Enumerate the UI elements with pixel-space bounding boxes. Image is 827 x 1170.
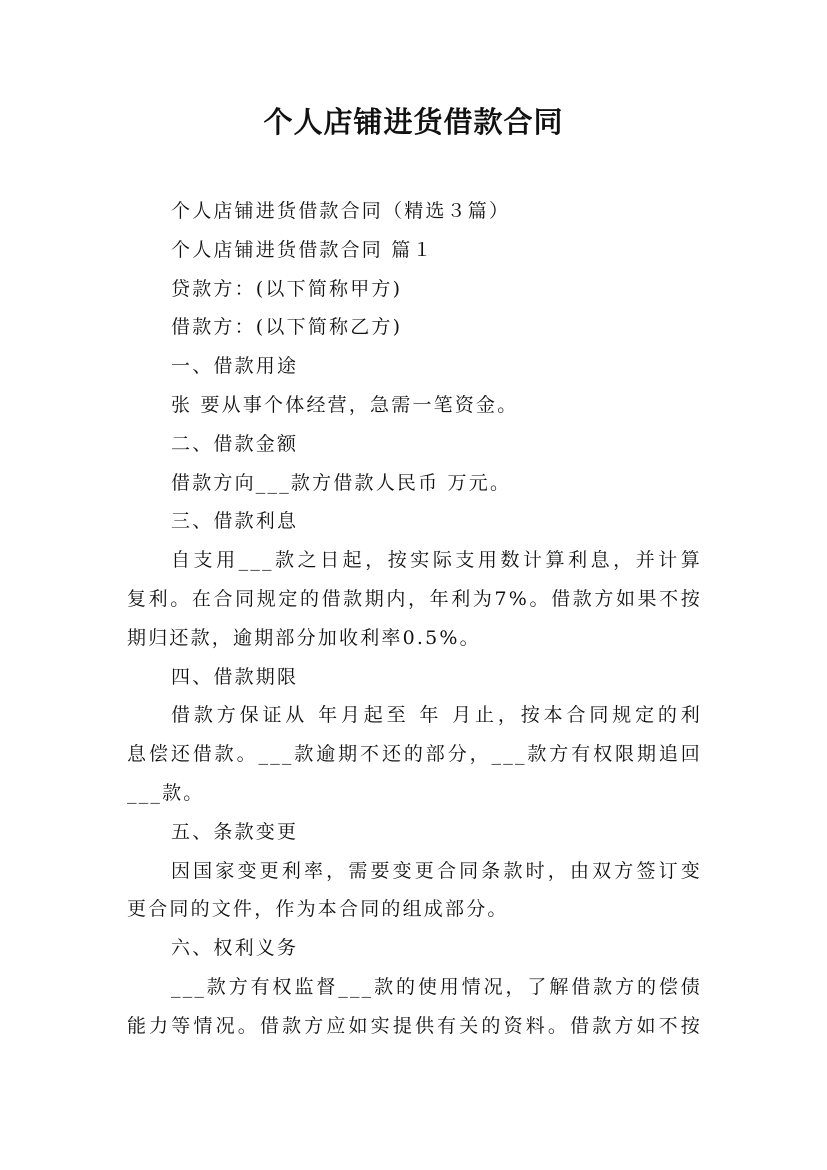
document-line: 五、条款变更 (171, 820, 299, 843)
document-line: 息偿还借款。___款逾期不还的部分，___款方有权限期追回 (127, 743, 702, 766)
document-line: 六、权利义务 (171, 937, 299, 960)
document-line: 能力等情况。借款方应如实提供有关的资料。借款方如不按 (127, 1014, 702, 1037)
document-line: 张 要从事个体经营，急需一笔资金。 (171, 393, 519, 416)
document-title: 个人店铺进货借款合同 (263, 105, 564, 139)
document-line: ___款。 (127, 781, 205, 804)
document-line: 一、借款用途 (171, 355, 299, 378)
document-line: 三、借款利息 (171, 510, 299, 533)
document-body (127, 192, 702, 1046)
document-line: 借款方：(以下简称乙方) (171, 316, 403, 339)
document-line: 四、借款期限 (171, 665, 299, 688)
document-line: ___款方有权监督___款的使用情况，了解借款方的偿债 (171, 975, 702, 998)
document-line: 个人店铺进货借款合同（精选３篇） (171, 200, 511, 222)
document-line: 二、借款金额 (171, 432, 299, 455)
document-line: 更合同的文件，作为本合同的组成部分。 (127, 898, 509, 921)
document-line: 借款方向___款方借款人民币 万元。 (171, 471, 512, 494)
document-line: 借款方保证从 年月起至 年 月止，按本合同规定的利 (171, 704, 702, 727)
document-line: 贷款方：(以下简称甲方) (171, 277, 403, 300)
document-line: 个人店铺进货借款合同 篇１ (171, 238, 434, 261)
document-line: 自支用___款之日起，按实际支用数计算利息，并计算 (171, 549, 702, 572)
document-line: 复利。在合同规定的借款期内，年利为7%。借款方如果不按 (127, 587, 702, 610)
document-line: 因国家变更利率，需要变更合同条款时，由双方签订变 (171, 859, 702, 882)
document-line: 期归还款，逾期部分加收利率0.5%。 (127, 626, 481, 649)
